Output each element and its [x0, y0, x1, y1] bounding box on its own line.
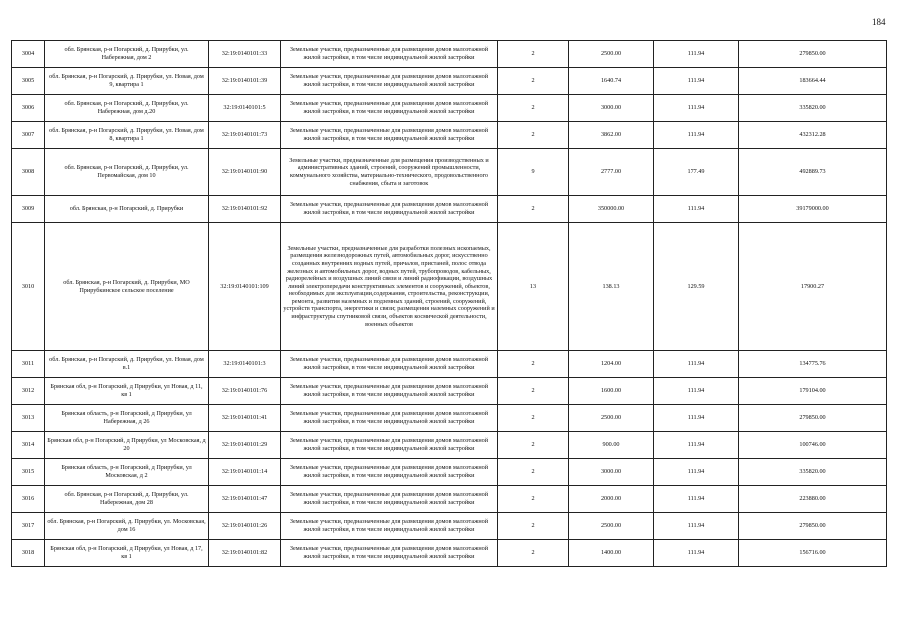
area-cell: 3000.00: [569, 459, 654, 486]
permitted-use-cell: Земельные участки, предназначенные для размещения домов малоэтажной жилой застройки, в том числе индивидуальной жилой застройки: [281, 351, 498, 378]
cadastral-cost-cell: 17900.27: [739, 223, 887, 351]
permitted-use-cell: Земельные участки, предназначенные для размещения домов малоэтажной жилой застройки, в том числе индивидуальной жилой застройки: [281, 486, 498, 513]
area-cell: 3000.00: [569, 95, 654, 122]
use-code-cell: 13: [498, 223, 569, 351]
permitted-use-cell: Земельные участки, предназначенные для размещения домов малоэтажной жилой застройки, в том числе индивидуальной жилой застройки: [281, 378, 498, 405]
address-cell: обл. Брянская, р-н Погарский, д. Прирубки, ул. Новая, дом 8, квартира 1: [45, 122, 209, 149]
area-cell: 2500.00: [569, 513, 654, 540]
cadastral-number-cell: 32:19:0140101:39: [209, 68, 281, 95]
specific-value-cell: 111.94: [654, 351, 739, 378]
use-code-cell: 2: [498, 540, 569, 567]
cadastral-cost-cell: 335820.00: [739, 459, 887, 486]
address-cell: Брянская область, р-н Погарский, д Прирубки, ул Московская, д 2: [45, 459, 209, 486]
address-cell: Брянская обл, р-н Погарский, д Прирубки, ул Новая, д 11, кв 1: [45, 378, 209, 405]
specific-value-cell: 111.94: [654, 378, 739, 405]
table-row: [12, 459, 887, 486]
specific-value-cell: 111.94: [654, 68, 739, 95]
address-cell: обл. Брянская, р-н Погарский, д. Прирубки, ул. Набережная, дом д.20: [45, 95, 209, 122]
cadastral-cost-cell: 492889.73: [739, 149, 887, 196]
area-cell: 2500.00: [569, 405, 654, 432]
area-cell: 138.13: [569, 223, 654, 351]
specific-value-cell: 177.49: [654, 149, 739, 196]
cadastral-cost-cell: 179104.00: [739, 378, 887, 405]
cadastral-cost-cell: 279850.00: [739, 41, 887, 68]
specific-value-cell: 129.59: [654, 223, 739, 351]
cadastral-number-cell: 32:19:0140101:33: [209, 41, 281, 68]
permitted-use-cell: Земельные участки, предназначенные для размещения домов малоэтажной жилой застройки, в том числе индивидуальной жилой застройки: [281, 95, 498, 122]
row-number: 3014: [12, 432, 45, 459]
cadastral-cost-cell: 156716.00: [739, 540, 887, 567]
use-code-cell: 2: [498, 378, 569, 405]
cadastral-cost-cell: 432312.28: [739, 122, 887, 149]
cadastral-number-cell: 32:19:0140101:92: [209, 196, 281, 223]
cadastral-cost-cell: 39179000.00: [739, 196, 887, 223]
use-code-cell: 2: [498, 196, 569, 223]
permitted-use-cell: Земельные участки, предназначенные для размещения домов малоэтажной жилой застройки, в том числе индивидуальной жилой застройки: [281, 513, 498, 540]
specific-value-cell: 111.94: [654, 459, 739, 486]
permitted-use-cell: Земельные участки, предназначенные для размещения домов малоэтажной жилой застройки, в том числе индивидуальной жилой застройки: [281, 68, 498, 95]
cadastral-number-cell: 32:19:0140101:76: [209, 378, 281, 405]
cadastral-cost-cell: 134775.76: [739, 351, 887, 378]
permitted-use-cell: Земельные участки, предназначенные для размещения домов малоэтажной жилой застройки, в том числе индивидуальной жилой застройки: [281, 405, 498, 432]
permitted-use-cell: Земельные участки, предназначенные для размещения домов малоэтажной жилой застройки, в том числе индивидуальной жилой застройки: [281, 432, 498, 459]
cadastral-number-cell: 32:19:0140101:82: [209, 540, 281, 567]
address-cell: обл. Брянская, р-н Погарский, д. Прирубки: [45, 196, 209, 223]
permitted-use-cell: Земельные участки, предназначенные для размещения домов малоэтажной жилой застройки, в том числе индивидуальной жилой застройки: [281, 459, 498, 486]
specific-value-cell: 111.94: [654, 41, 739, 68]
table-row: [12, 540, 887, 567]
cadastral-number-cell: 32:19:0140101:73: [209, 122, 281, 149]
table-row: [12, 378, 887, 405]
area-cell: 1400.00: [569, 540, 654, 567]
row-number: 3011: [12, 351, 45, 378]
use-code-cell: 2: [498, 122, 569, 149]
cadastral-number-cell: 32:19:0140101:41: [209, 405, 281, 432]
address-cell: обл. Брянская, р-н Погарский, д. Прирубки, МО Прирубкинское сельское поселение: [45, 223, 209, 351]
use-code-cell: 2: [498, 513, 569, 540]
row-number: 3008: [12, 149, 45, 196]
row-number: 3006: [12, 95, 45, 122]
specific-value-cell: 111.94: [654, 540, 739, 567]
cadastral-number-cell: 32:19:0140101:14: [209, 459, 281, 486]
use-code-cell: 2: [498, 486, 569, 513]
cadastral-cost-cell: 100746.00: [739, 432, 887, 459]
permitted-use-cell: Земельные участки, предназначенные для размещения домов малоэтажной жилой застройки, в том числе индивидуальной жилой застройки: [281, 196, 498, 223]
table-row: [12, 351, 887, 378]
specific-value-cell: 111.94: [654, 196, 739, 223]
use-code-cell: 2: [498, 351, 569, 378]
row-number: 3017: [12, 513, 45, 540]
row-number: 3007: [12, 122, 45, 149]
area-cell: 1204.00: [569, 351, 654, 378]
use-code-cell: 2: [498, 459, 569, 486]
area-cell: 900.00: [569, 432, 654, 459]
row-number: 3009: [12, 196, 45, 223]
area-cell: 1600.00: [569, 378, 654, 405]
specific-value-cell: 111.94: [654, 95, 739, 122]
area-cell: 2000.00: [569, 486, 654, 513]
table-row: [12, 196, 887, 223]
table-row: [12, 122, 887, 149]
area-cell: 350000.00: [569, 196, 654, 223]
row-number: 3012: [12, 378, 45, 405]
specific-value-cell: 111.94: [654, 432, 739, 459]
permitted-use-cell: Земельные участки, предназначенные для размещения домов малоэтажной жилой застройки, в том числе индивидуальной жилой застройки: [281, 122, 498, 149]
cadastral-number-cell: 32:19:0140101:47: [209, 486, 281, 513]
use-code-cell: 2: [498, 68, 569, 95]
row-number: 3013: [12, 405, 45, 432]
address-cell: Брянская обл, р-н Погарский, д Прирубки, ул Московская, д 20: [45, 432, 209, 459]
cadastral-cost-cell: 279850.00: [739, 513, 887, 540]
use-code-cell: 2: [498, 41, 569, 68]
address-cell: обл. Брянская, р-н Погарский, д. Прирубки, ул. Московская, дом 16: [45, 513, 209, 540]
table-row: [12, 223, 887, 351]
area-cell: 2777.00: [569, 149, 654, 196]
address-cell: обл. Брянская, р-н Погарский, д. Прирубки, ул. Новая, дом 9, квартира 1: [45, 68, 209, 95]
specific-value-cell: 111.94: [654, 486, 739, 513]
use-code-cell: 2: [498, 432, 569, 459]
cadastral-cost-cell: 279850.00: [739, 405, 887, 432]
land-registry-table: [11, 40, 887, 567]
page-number: 184: [872, 17, 886, 27]
cadastral-number-cell: 32:19:0140101:29: [209, 432, 281, 459]
table-row: [12, 149, 887, 196]
cadastral-cost-cell: 183664.44: [739, 68, 887, 95]
cadastral-number-cell: 32:19:0140101:109: [209, 223, 281, 351]
specific-value-cell: 111.94: [654, 122, 739, 149]
cadastral-cost-cell: 223880.00: [739, 486, 887, 513]
cadastral-number-cell: 32:19:0140101:90: [209, 149, 281, 196]
table-row: [12, 486, 887, 513]
specific-value-cell: 111.94: [654, 405, 739, 432]
table-row: [12, 41, 887, 68]
row-number: 3004: [12, 41, 45, 68]
cadastral-number-cell: 32:19:0140101:26: [209, 513, 281, 540]
permitted-use-cell: Земельные участки, предназначенные для размещения домов малоэтажной жилой застройки, в том числе индивидуальной жилой застройки: [281, 540, 498, 567]
specific-value-cell: 111.94: [654, 513, 739, 540]
permitted-use-cell: Земельные участки, предназначенные для размещения домов малоэтажной жилой застройки, в том числе индивидуальной жилой застройки: [281, 41, 498, 68]
area-cell: 2500.00: [569, 41, 654, 68]
area-cell: 1640.74: [569, 68, 654, 95]
row-number: 3018: [12, 540, 45, 567]
cadastral-cost-cell: 335820.00: [739, 95, 887, 122]
table-body: [12, 41, 887, 567]
address-cell: обл. Брянская, р-н Погарский, д. Прирубки, ул. Набережная, дом 28: [45, 486, 209, 513]
row-number: 3016: [12, 486, 45, 513]
table-row: [12, 405, 887, 432]
table-row: [12, 432, 887, 459]
cadastral-number-cell: 32:19:0140101:5: [209, 95, 281, 122]
table-row: [12, 513, 887, 540]
permitted-use-cell: Земельные участки, предназначенные для размещения производственных и административных зданий, строений, сооружений промышленности, коммунального хозяйства, материально-технического, продовольственного снабжения, сбыта и заготовок: [281, 149, 498, 196]
table-row: [12, 68, 887, 95]
address-cell: обл. Брянская, р-н Погарский, д. Прирубки, ул. Первомайская, дом 10: [45, 149, 209, 196]
cadastral-number-cell: 32:19:0140101:3: [209, 351, 281, 378]
area-cell: 3862.00: [569, 122, 654, 149]
address-cell: обл. Брянская, р-н Погарский, д. Прирубки, ул. Новая, дом в.1: [45, 351, 209, 378]
use-code-cell: 2: [498, 95, 569, 122]
permitted-use-cell: Земельные участки, предназначенные для разработки полезных ископаемых, размещения железнодорожных путей, автомобильных дорог, искусственно созданных внутренних водных путей, причалов, пристаней, полос отвода железных и автомобильных дорог, водных путей, трубопроводов, кабельных, радиорелейных и воздушных линий связи и линий радиофикации, воздушных линий электропередачи конструктивных элементов и сооружений, объектов, необходимых для эксплуатации,содержания, строительства, реконструкции, ремонта, развития наземных и подземных зданий, строений, сооружений, устройств транспорта, энергетики и связи; размещения наземных сооружений и инфраструктуры спутниковой связи, объектов космической деятельности, военных объектов: [281, 223, 498, 351]
address-cell: обл. Брянская, р-н Погарский, д. Прирубки, ул. Набережная, дом 2: [45, 41, 209, 68]
table-row: [12, 95, 887, 122]
address-cell: Брянская обл, р-н Погарский, д Прирубки, ул Новая, д 17, кв 1: [45, 540, 209, 567]
use-code-cell: 9: [498, 149, 569, 196]
row-number: 3015: [12, 459, 45, 486]
row-number: 3005: [12, 68, 45, 95]
address-cell: Брянская область, р-н Погарский, д Прирубки, ул Набережная, д 26: [45, 405, 209, 432]
use-code-cell: 2: [498, 405, 569, 432]
row-number: 3010: [12, 223, 45, 351]
